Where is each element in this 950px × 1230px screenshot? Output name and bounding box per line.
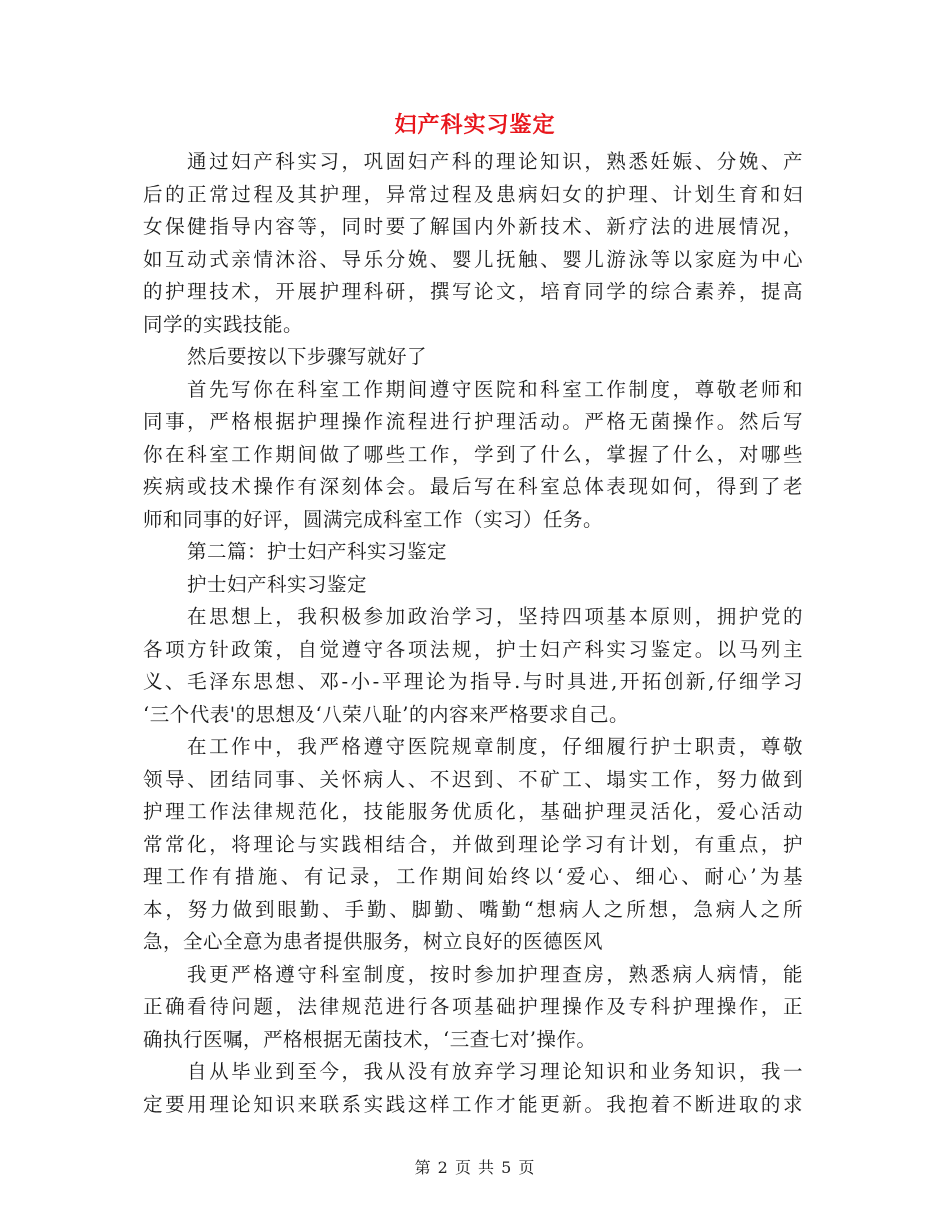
text-line: 在思想上，我积极参加政治学习，坚持四项基本原则，拥护党的: [187, 605, 803, 628]
text-line: 本，努力做到眼勤、手勤、脚勤、嘴勤“想病人之所想，急病人之所: [143, 897, 803, 921]
text-line: 急，全心全意为患者提供服务，树立良好的医德医风: [143, 930, 604, 953]
text-line: 领导、团结同事、关怀病人、不迟到、不矿工、塌实工作，努力做到: [143, 767, 803, 791]
text-line: 护士妇产科实习鉴定: [187, 572, 368, 596]
text-line: 常常化，将理论与实践相结合，并做到理论学习有计划，有重点，护: [143, 832, 803, 856]
text-line: 疾病或技术操作有深刻体会。最后写在科室总体表现如何，得到了老: [143, 475, 803, 498]
text-line: 在工作中，我严格遵守医院规章制度，仔细履行护士职责，尊敬: [187, 735, 803, 758]
text-line: 护理工作法律规范化，技能服务优质化，基础护理灵活化，爱心活动: [143, 800, 803, 823]
text-line: 然后要按以下步骤写就好了: [187, 345, 428, 368]
text-line: 的护理技术，开展护理科研，撰写论文，培育同学的综合素养，提高: [143, 280, 803, 303]
text-line: 我更严格遵守科室制度，按时参加护理查房，熟悉病人病情，能: [187, 962, 803, 986]
text-line: 定要用理论知识来联系实践这样工作才能更新。我抱着不断进取的求: [143, 1092, 803, 1116]
text-line: 师和同事的好评，圆满完成科室工作（实习）任务。: [143, 507, 604, 531]
text-line: 如互动式亲情沐浴、导乐分娩、婴儿抚触、婴儿游泳等以家庭为中心: [143, 247, 803, 271]
text-line: 后的正常过程及其护理，异常过程及患病妇女的护理、计划生育和妇: [143, 182, 803, 206]
text-line: 各项方针政策，自觉遵守各项法规，护士妇产科实习鉴定。以马列主: [143, 637, 803, 661]
text-line: 义、毛泽东思想、邓-小-平理论为指导.与时具进,开拓创新,仔细学习: [143, 670, 803, 693]
text-line: 第二篇：护士妇产科实习鉴定: [187, 540, 448, 563]
text-line: 自从毕业到至今，我从没有放弃学习理论知识和业务知识，我一: [187, 1060, 803, 1083]
text-line: 你在科室工作期间做了哪些工作，学到了什么，掌握了什么，对哪些: [143, 442, 803, 466]
text-line: 理工作有措施、有记录，工作期间始终以‘爱心、细心、耐心’为基: [143, 865, 803, 888]
text-line: 确执行医嘱，严格根据无菌技术，‘三查七对’操作。: [143, 1027, 597, 1051]
text-line: 首先写你在科室工作期间遵守医院和科室工作制度，尊敬老师和: [187, 377, 803, 401]
page-footer: 第 2 页 共 5 页: [414, 1158, 536, 1177]
text-line: 同事，严格根据护理操作流程进行护理活动。严格无菌操作。然后写: [143, 410, 803, 433]
text-line: ‘三个代表'的思想及‘八荣八耻’的内容来严格要求自己。: [143, 702, 629, 726]
document-body: [143, 146, 803, 1121]
text-line: 同学的实践技能。: [143, 312, 304, 336]
text-line: 正确看待问题，法律规范进行各项基础护理操作及专科护理操作，正: [143, 995, 803, 1018]
text-line: 女保健指导内容等，同时要了解国内外新技术、新疗法的进展情况，: [143, 215, 803, 238]
text-line: 通过妇产科实习，巩固妇产科的理论知识，熟悉妊娠、分娩、产: [187, 150, 803, 173]
document-title: 妇产科实习鉴定: [394, 112, 556, 138]
